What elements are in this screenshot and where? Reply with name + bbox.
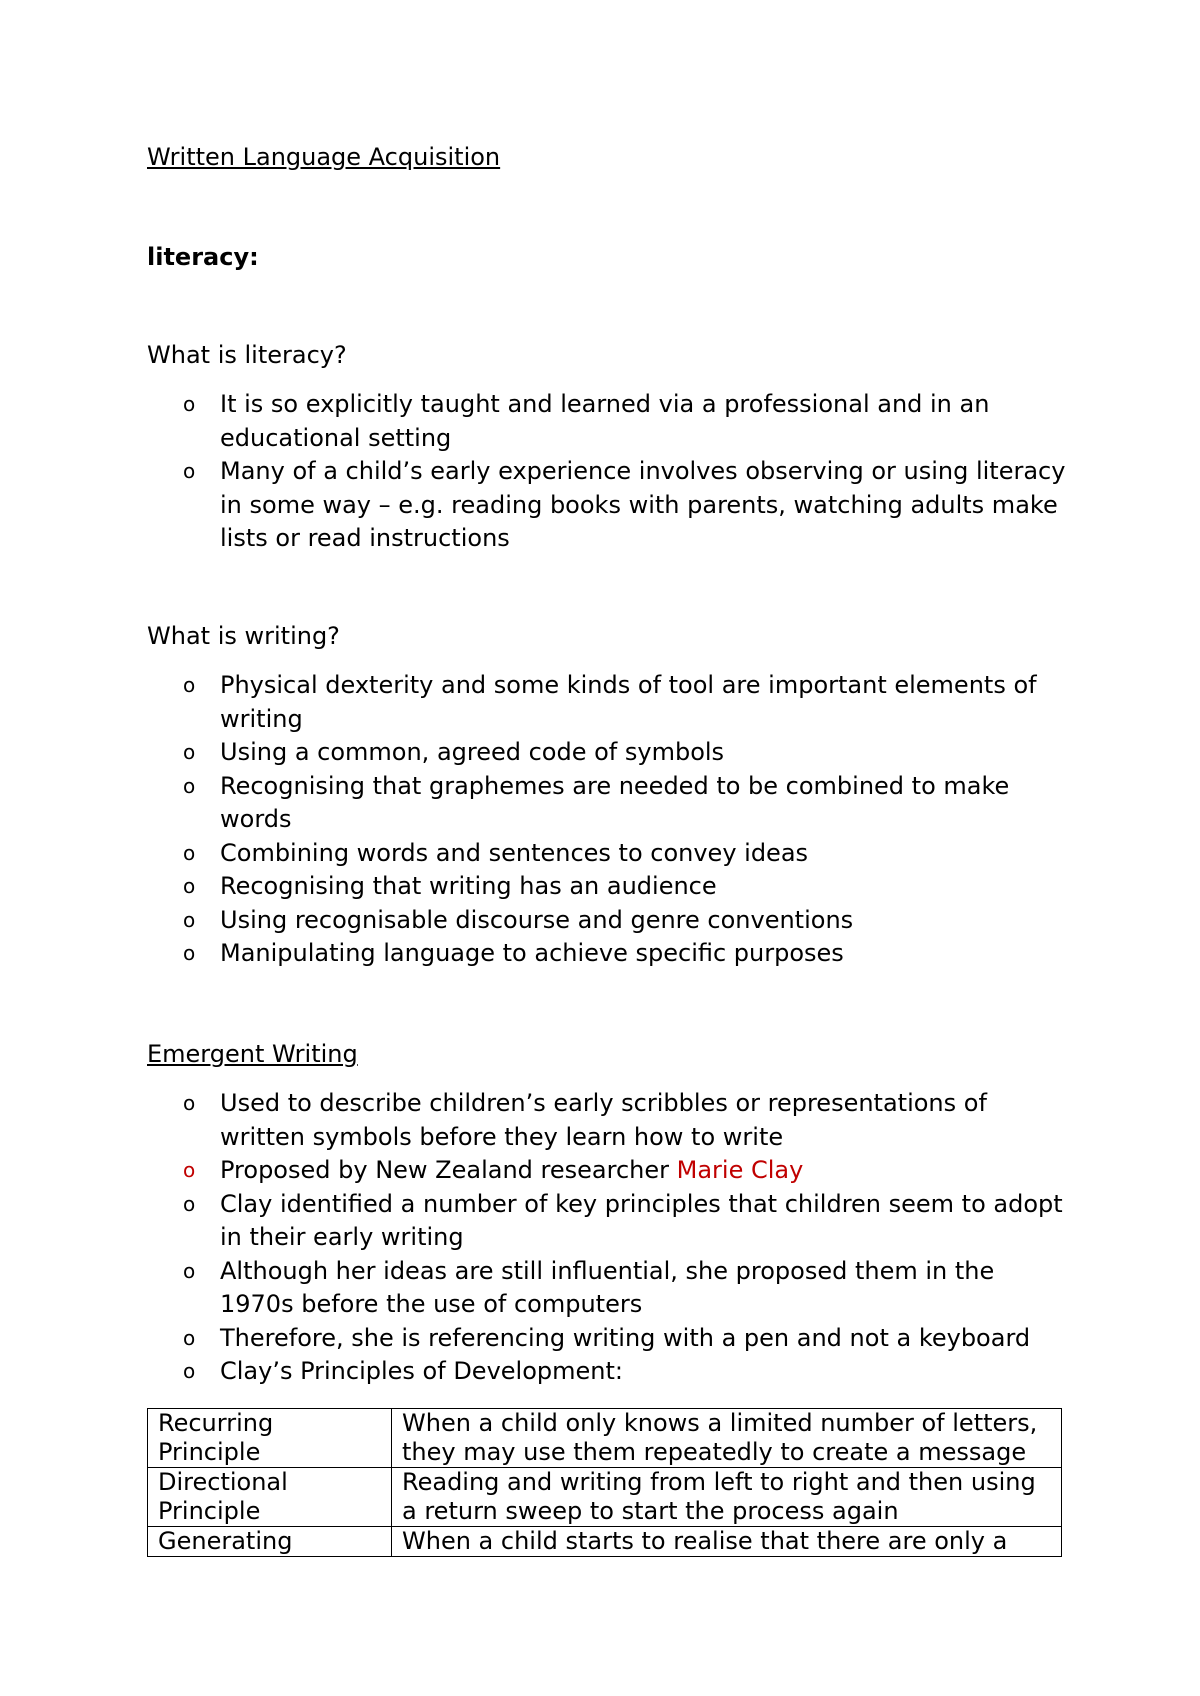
bullet-icon: o	[183, 1191, 196, 1216]
bullet-icon: o	[183, 673, 196, 697]
bullet-icon: o	[183, 1359, 196, 1383]
bullet-icon: o	[183, 840, 196, 865]
list-item: o Many of a child’s early experience involves observing or using literacy in some way – e.g. reading books with parents, watching adults make lists or read instructions	[183, 457, 1066, 552]
literacy-bullet-list	[147, 388, 1067, 556]
document-title: Written Language Acquisition	[147, 143, 501, 171]
bullet-icon: o	[183, 392, 196, 416]
principle-name-cell: Directional Principle	[148, 1468, 392, 1527]
list-item: o Combining words and sentences to convey ideas	[147, 837, 1067, 871]
list-item: o Although her ideas are still influential, she proposed them in the 1970s before the use of computers	[183, 1256, 995, 1318]
what-is-literacy-heading: What is literacy?	[147, 341, 347, 369]
list-item: o Recognising that writing has an audience	[147, 870, 1067, 904]
bullet-icon: o	[183, 459, 196, 483]
table-row	[148, 1468, 1062, 1527]
list-item: o Using a common, agreed code of symbols	[147, 736, 1067, 770]
researcher-name: Marie Clay	[676, 1156, 804, 1184]
bullet-icon: o	[183, 1325, 196, 1350]
list-item: o It is so explicitly taught and learned via a professional and in an educational setting	[183, 390, 990, 452]
principle-description-cell: When a child only knows a limited number of letters, they may use them repeatedly to create a message	[392, 1409, 1062, 1468]
bullet-icon: o	[183, 740, 196, 764]
bullet-icon: o	[183, 907, 196, 932]
list-item: o Physical dexterity and some kinds of tool are important elements of writing	[183, 671, 1037, 733]
bullet-icon: o	[183, 941, 196, 965]
what-is-writing-heading: What is writing?	[147, 622, 340, 650]
bullet-icon: o	[183, 1258, 196, 1283]
list-item-highlighted: o Proposed by New Zealand researcher Marie Clay	[147, 1154, 1067, 1188]
bullet-icon: o	[183, 1091, 196, 1115]
principles-table	[147, 1408, 1062, 1557]
bullet-icon: o	[183, 874, 196, 898]
bullet-icon: o	[183, 773, 196, 798]
list-item: o Using recognisable discourse and genre conventions	[147, 904, 1067, 938]
principle-name-cell: Generating	[148, 1527, 392, 1557]
list-item: o Clay identified a number of key principles that children seem to adopt in their early writing	[183, 1189, 1063, 1251]
list-item: o Recognising that graphemes are needed to be combined to make words	[183, 771, 1010, 833]
principle-name-cell: Recurring Principle	[148, 1409, 392, 1468]
principle-description-cell: Reading and writing from left to right and then using a return sweep to start the process again	[392, 1468, 1062, 1527]
emergent-writing-heading: Emergent Writing	[147, 1040, 358, 1068]
table-row	[148, 1527, 1062, 1557]
literacy-heading: literacy:	[147, 243, 259, 271]
list-item: o Used to describe children’s early scribbles or representations of written symbols before they learn how to write	[183, 1089, 987, 1151]
principle-description-cell: When a child starts to realise that there are only a	[392, 1527, 1062, 1557]
emergent-writing-bullet-list	[147, 1087, 1067, 1389]
list-item: o Therefore, she is referencing writing with a pen and not a keyboard	[147, 1322, 1067, 1356]
list-item: o Clay’s Principles of Development:	[147, 1355, 1067, 1389]
table-row	[148, 1409, 1062, 1468]
list-item: o Manipulating language to achieve specific purposes	[147, 937, 1067, 971]
bullet-icon: o	[183, 1158, 196, 1182]
writing-bullet-list	[147, 669, 1067, 971]
